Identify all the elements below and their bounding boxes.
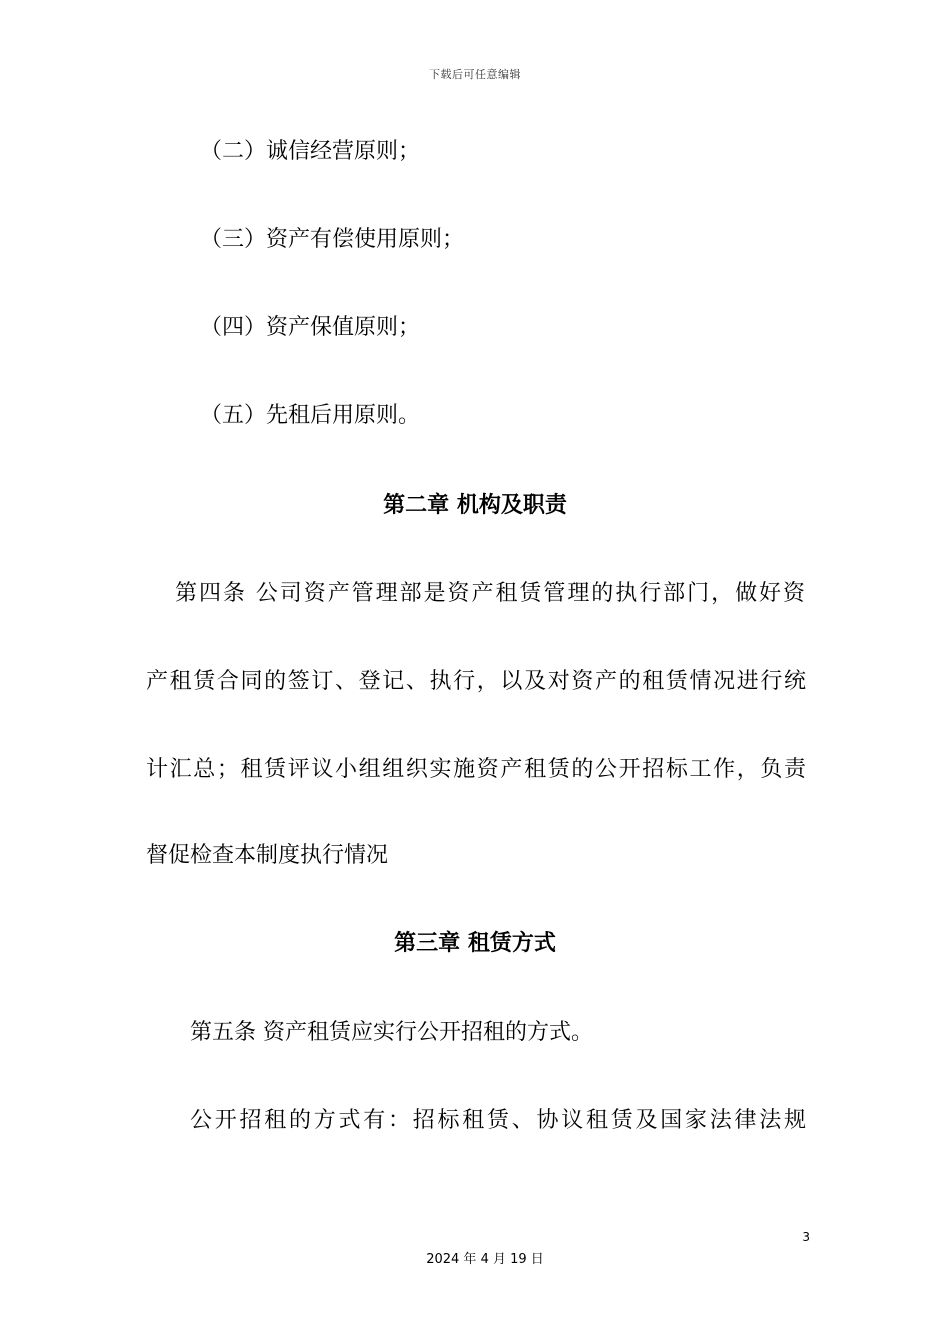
principle-item-3: （三）资产有偿使用原则； — [200, 227, 465, 252]
article-4-line-4: 督促检查本制度执行情况 — [146, 843, 389, 868]
principle-item-2: （二）诚信经营原则； — [200, 139, 421, 164]
principle-item-4: （四）资产保值原则； — [200, 315, 421, 340]
principle-item-5: （五）先租后用原则。 — [200, 403, 421, 428]
article-4-line-2: 产租赁合同的签订、登记、执行，以及对资产的租赁情况进行统 — [146, 669, 806, 694]
article-4-line-1: 第四条 公司资产管理部是资产租赁管理的执行部门，做好资 — [175, 581, 805, 606]
chapter-3-heading: 第三章 租赁方式 — [394, 931, 556, 956]
footer-date: 2024 年 4 月 19 日 — [426, 1252, 544, 1267]
article-5-line: 第五条 资产租赁应实行公开招租的方式。 — [190, 1020, 593, 1045]
lease-methods-line: 公开招租的方式有：招标租赁、协议租赁及国家法律法规 — [190, 1108, 806, 1133]
article-4-line-3: 计汇总；租赁评议小组组织实施资产租赁的公开招标工作，负责 — [146, 757, 806, 782]
chapter-2-heading: 第二章 机构及职责 — [383, 493, 567, 518]
page-number: 3 — [802, 1230, 810, 1244]
header-note: 下载后可任意编辑 — [429, 68, 521, 81]
